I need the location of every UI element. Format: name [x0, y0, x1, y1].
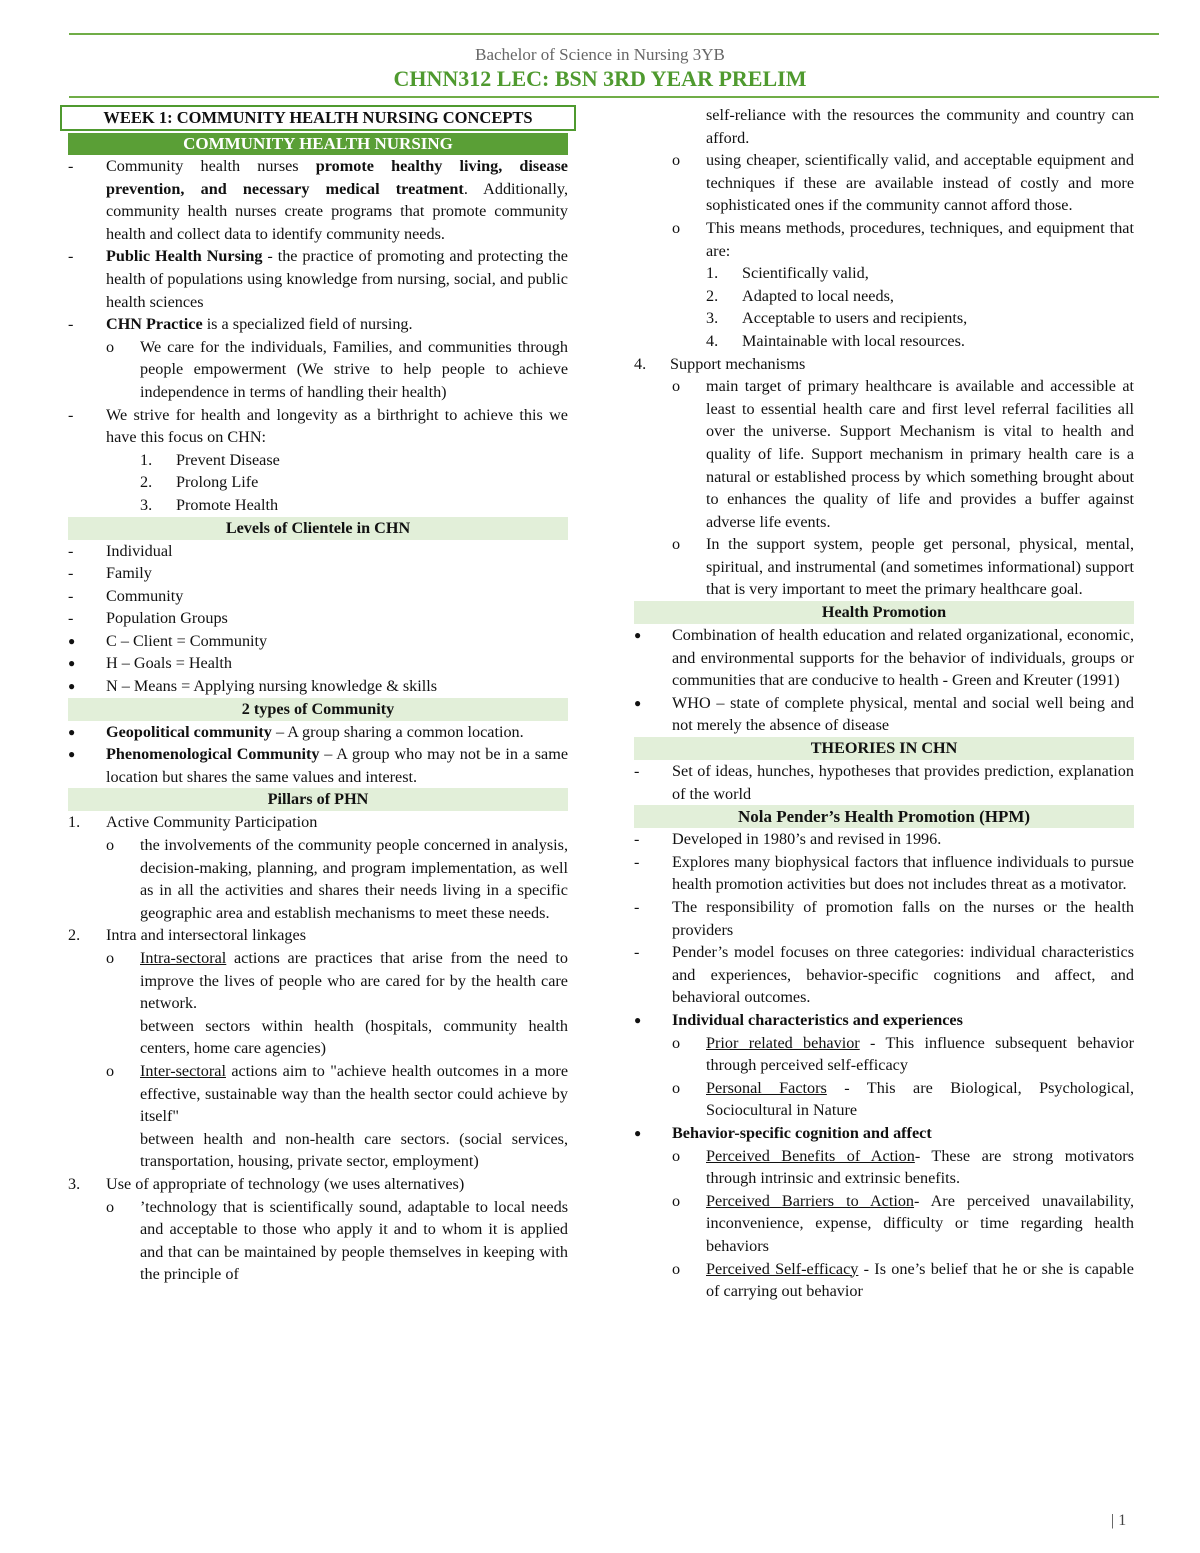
list-subitem: o Personal Factors - This are Biological, Psychological, Sociocultural in Nature: [672, 1078, 1134, 1120]
list-subitem: o Perceived Benefits of Action- These are strong motivators through intrinsic and extrinsic benefits.: [672, 1146, 1134, 1188]
list-subitem: 1. Prevent Disease: [140, 450, 280, 469]
header-bottom-rule: [69, 96, 1159, 98]
list-subitem: o In the support system, people get personal, physical, mental, spiritual, and instrumental (and sometimes informational) support that is very important to meet the primary healthcare goal.: [672, 535, 1134, 599]
list-item: ● Phenomenological Community – A group who may not be in a same location but shares the same values and interest.: [68, 745, 569, 786]
list-subitem: o the involvements of the community people concerned in analysis, decision-making, planning, and program implementation, as well as in all the activities and shares their needs living in a specific geographic area and establish mechanisms to meet these needs.: [106, 836, 568, 922]
list-item: - Population Groups: [68, 609, 228, 628]
list-item: 4. Support mechanisms: [634, 354, 806, 373]
list-subitem: o Intra-sectoral actions are practices that arise from the need to improve the lives of people who are cared for by the health care network.: [106, 949, 568, 1013]
list-item: 3. Use of appropriate of technology (we uses alternatives): [68, 1174, 465, 1193]
page-number: | 1: [1111, 1512, 1127, 1529]
list-item: - Pender’s model focuses on three categories: individual characteristics and experiences, behavior-specific cognitions and affect, and behavioral outcomes.: [634, 943, 1134, 1007]
list-subitem: 4. Maintainable with local resources.: [706, 331, 965, 350]
list-item: ● C – Client = Community: [68, 631, 268, 650]
left-column: [68, 105, 568, 1286]
right-column: [634, 104, 1134, 1303]
list-subitem: o We care for the individuals, Families, and communities through people empowerment (We strive to help people to achieve independence in terms of handling their health): [106, 337, 568, 401]
theories-band: THEORIES IN CHN: [634, 737, 1134, 760]
nola-pender-band: Nola Pender’s Health Promotion (HPM): [634, 805, 1134, 828]
types-band: 2 types of Community: [68, 698, 568, 721]
list-item: ● Behavior-specific cognition and affect: [634, 1123, 932, 1142]
list-item: - Explores many biophysical factors that influence individuals to pursue health promotion activities but does not includes threat as a motivator.: [634, 852, 1134, 894]
list-subitem: 3. Promote Health: [140, 495, 279, 514]
list-item: - CHN Practice is a specialized field of nursing.: [68, 315, 413, 334]
list-item: - Community health nurses promote healthy living, disease prevention, and necessary medical treatment. Additionally, community health nurses create programs that promote community health and collect data to identify community needs.: [68, 157, 568, 243]
levels-band: Levels of Clientele in CHN: [68, 517, 568, 540]
list-subitem: o main target of primary healthcare is available and accessible at least to essential health care and first level referral facilities all over the universe. Support Mechanism is vital to health and quality of life. Support mechanism in primary health care is a natural or established process by which something brought about to enhances the quality of life and provides a buffer against adverse life events.: [672, 377, 1134, 531]
list-item: - Individual: [68, 541, 173, 560]
header-subtitle: Bachelor of Science in Nursing 3YB: [475, 45, 725, 64]
list-item: - Family: [68, 564, 152, 583]
header-top-rule: [69, 33, 1159, 35]
list-subitem: o Inter-sectoral actions aim to "achieve health outcomes in a more effective, sustainable way than the health sector could achieve by itself": [106, 1061, 568, 1126]
list-subitem: o using cheaper, scientifically valid, and acceptable equipment and techniques if these are available instead of costly and more sophisticated ones if the community cannot afford those.: [672, 151, 1134, 215]
list-item: ● H – Goals = Health: [68, 654, 233, 673]
list-subitem: 2. Adapted to local needs,: [706, 286, 894, 305]
list-item: 1. Active Community Participation: [68, 813, 318, 832]
list-subitem: o This means methods, procedures, techniques, and equipment that are:: [672, 218, 1134, 260]
pillars-band: Pillars of PHN: [68, 788, 568, 811]
list-item: - The responsibility of promotion falls on the nurses or the health providers: [634, 898, 1134, 939]
list-item: ● WHO – state of complete physical, mental and social well being and not merely the absence of disease: [634, 693, 1134, 735]
list-subitem-continuation: between health and non-health care sectors. (social services, transportation, housing, private sector, employment): [140, 1129, 568, 1171]
chn-band: COMMUNITY HEALTH NURSING: [68, 133, 568, 155]
list-item: ● Individual characteristics and experiences: [634, 1010, 963, 1029]
list-item: - We strive for health and longevity as a birthright to achieve this we have this focus on CHN:: [68, 405, 568, 447]
list-subitem: o Perceived Self-efficacy - Is one’s belief that he or she is capable of carrying out behavior: [672, 1259, 1134, 1301]
list-subitem-continuation: between sectors within health (hospitals, community health centers, home care agencies): [140, 1016, 568, 1058]
list-subitem: 3. Acceptable to users and recipients,: [706, 309, 968, 328]
list-subitem: o Perceived Barriers to Action- Are perceived unavailability, inconvenience, expense, difficulty or time regarding health behaviors: [672, 1191, 1134, 1255]
header-title: CHNN312 LEC: BSN 3RD YEAR PRELIM: [393, 66, 807, 91]
list-subitem: 2. Prolong Life: [140, 473, 259, 492]
list-item: - Community: [68, 586, 184, 605]
list-subitem: o ’technology that is scientifically sound, adaptable to local needs and acceptable to those who apply it and to whom it is applied and that can be maintained by people themselves in keeping with the principle of: [106, 1197, 568, 1284]
list-subitem-continuation: self-reliance with the resources the community and country can afford.: [706, 106, 1134, 147]
list-subitem: o Prior related behavior - This influence subsequent behavior through perceived self-efficacy: [672, 1033, 1134, 1075]
health-promotion-band: Health Promotion: [634, 601, 1134, 624]
list-item: - Developed in 1980’s and revised in 1996.: [634, 830, 942, 849]
list-item: 2. Intra and intersectoral linkages: [68, 926, 307, 945]
list-subitem: 1. Scientifically valid,: [706, 264, 869, 283]
list-item: - Set of ideas, hunches, hypotheses that provides prediction, explanation of the world: [634, 762, 1134, 803]
list-item: - Public Health Nursing - the practice of promoting and protecting the health of populations using knowledge from nursing, social, and public health sciences: [68, 247, 568, 311]
list-item: ● N – Means = Applying nursing knowledge & skills: [68, 677, 438, 696]
list-item: ● Geopolitical community – A group sharing a common location.: [68, 722, 524, 741]
week-title-box: WEEK 1: COMMUNITY HEALTH NURSING CONCEPTS: [60, 105, 576, 131]
list-item: ● Combination of health education and related organizational, economic, and environmental supports for the behavior of individuals, groups or communities that are conducive to health - Green and Kreuter (1991): [634, 626, 1134, 690]
